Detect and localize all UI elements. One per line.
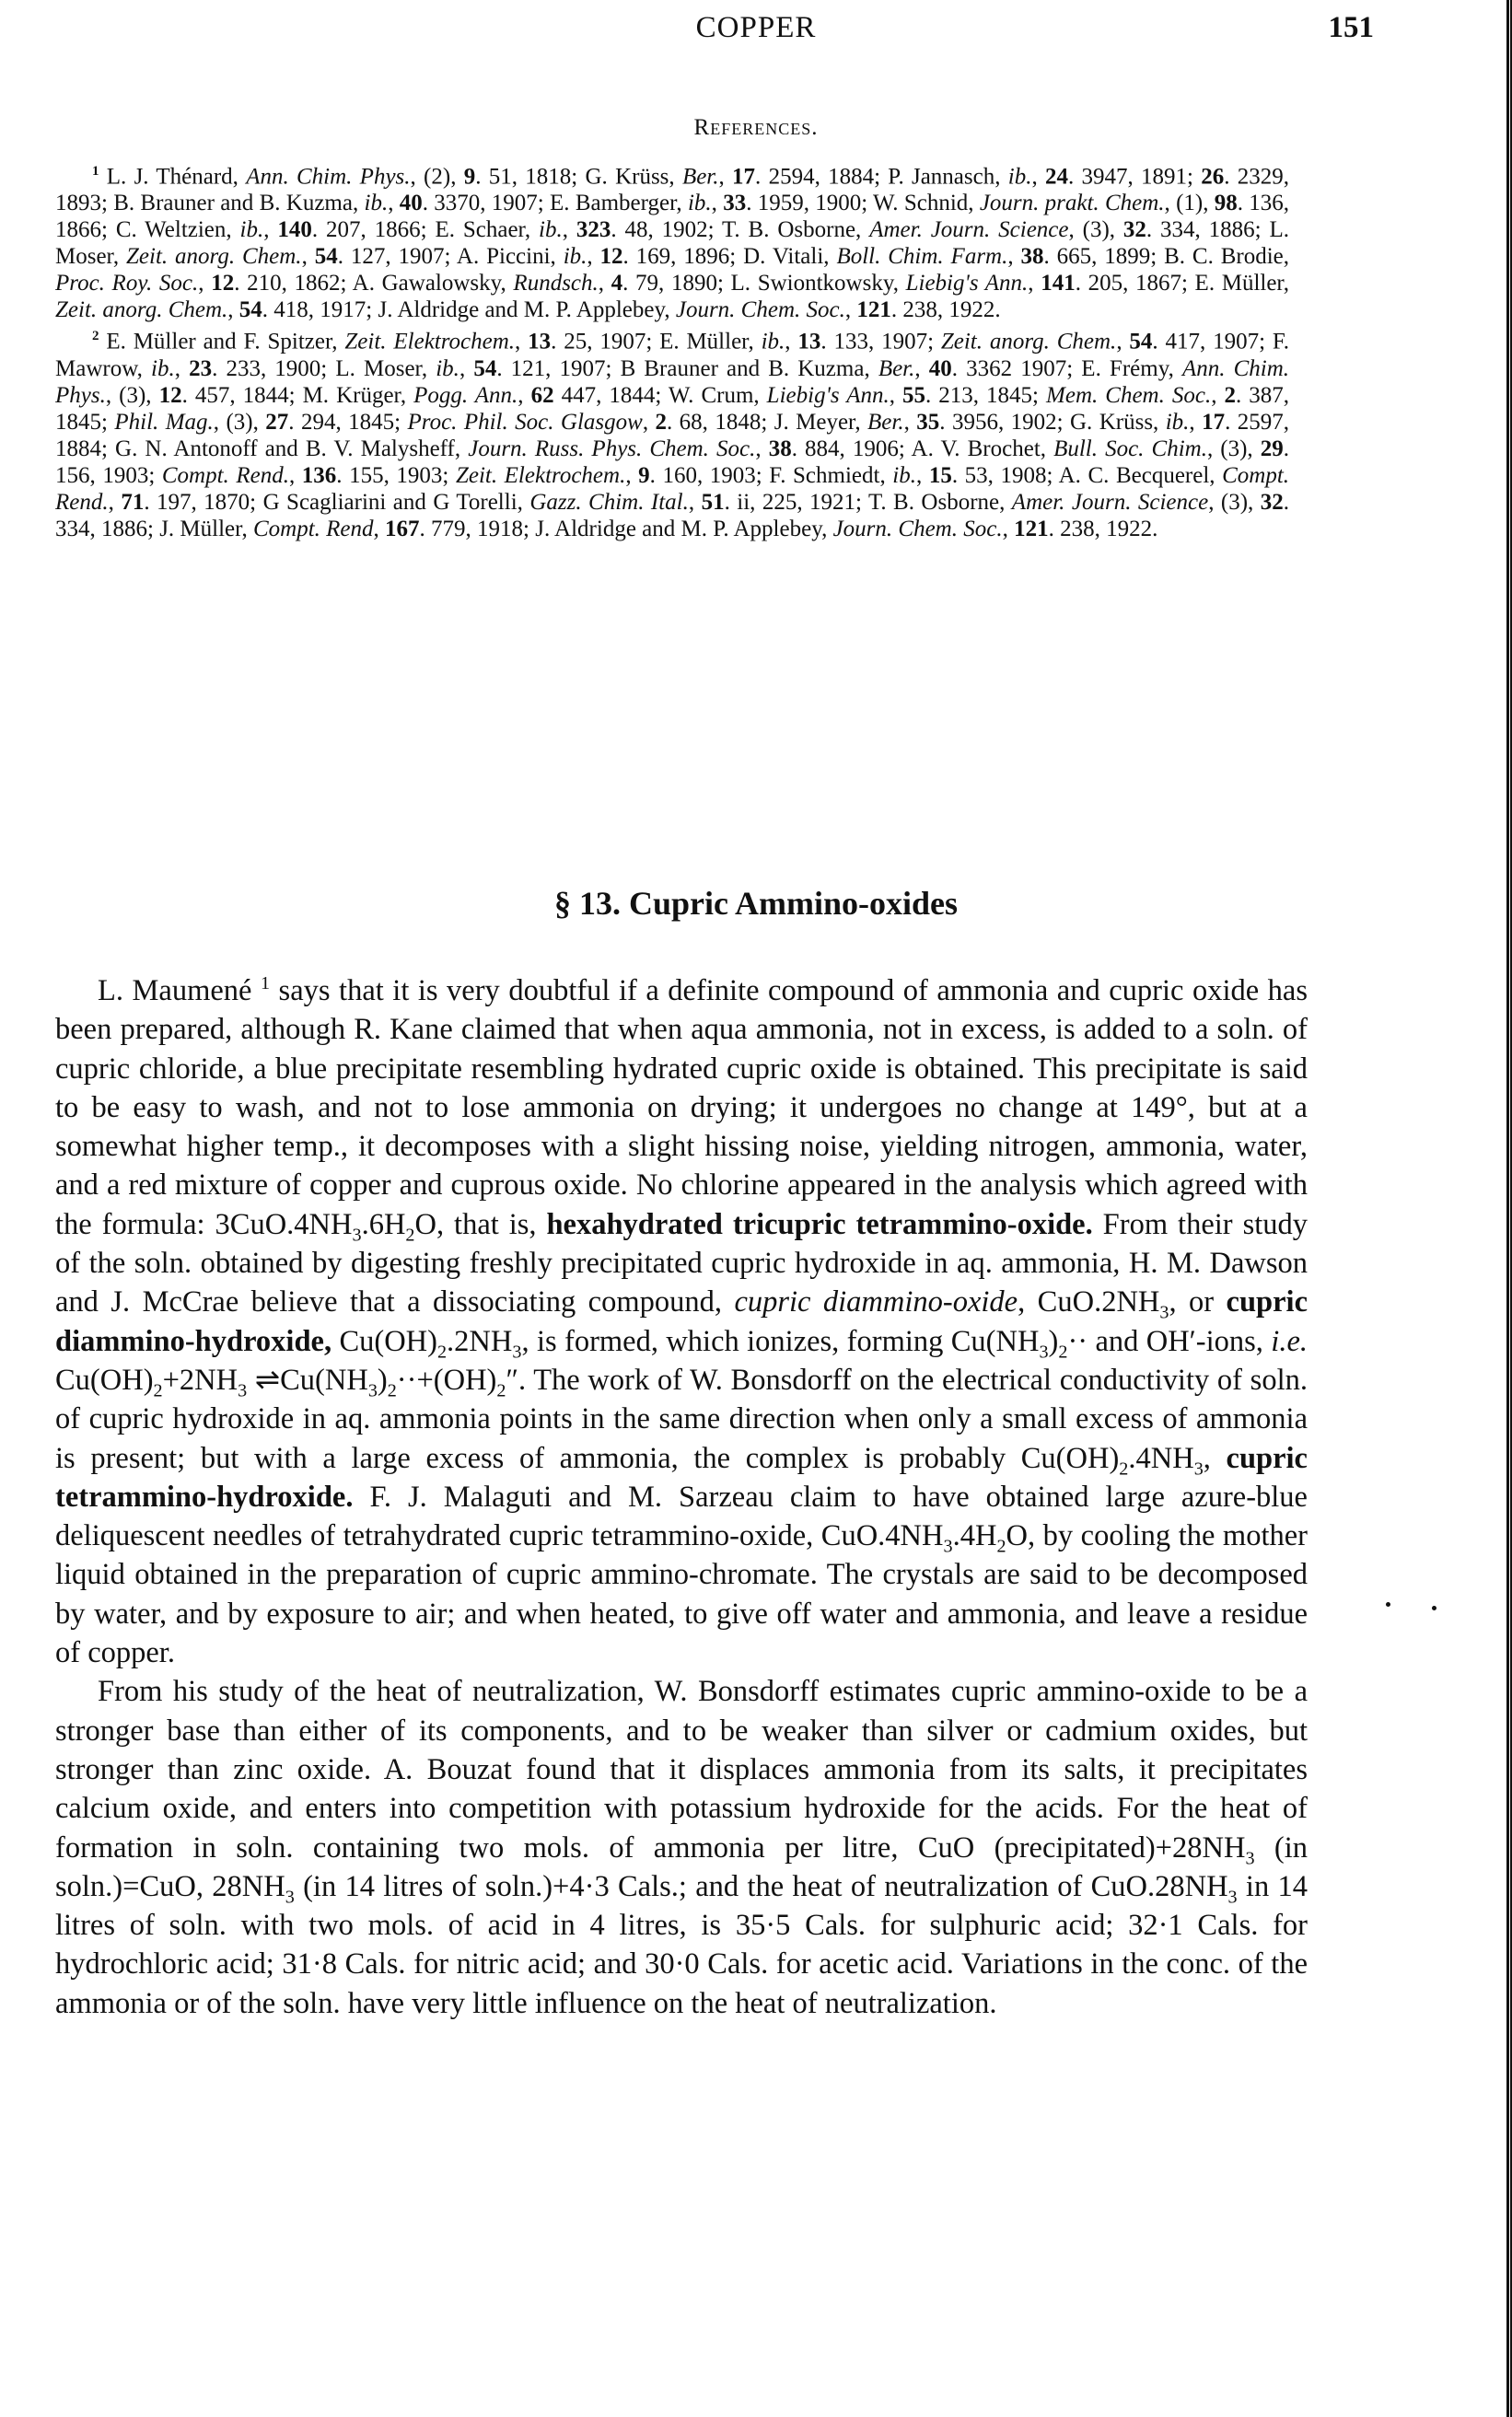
page-edge-border bbox=[1506, 0, 1512, 2417]
scan-artifact-dots bbox=[1386, 1602, 1460, 1621]
page-number: 151 bbox=[1328, 11, 1374, 44]
paragraph: L. Maumené $^1$ says that it is very doubtful if a definite compound of ammonia and cupric oxide has been prepared, although R. Kane claimed that when aqua ammonia, not in excess, is added to a soln. of cupric chloride, a blue precipitate resembling hydrated cupric oxide is obtained. This precipitate is said to be easy to wash, and not to lose ammonia on drying; it undergoes no change at 149°, but at a somewhat higher temp., it decomposes with a slight hissing noise, yielding nitrogen, ammonia, water, and a red mixture of copper and cuprous oxide. No chlorine appeared in the analysis which agreed with the formula: $3CuO.4NH_3.6H_2O$, that is, hexahydrated tricupric tetrammino-oxide. From their study of the soln. obtained by digesting freshly precipitated cupric hydroxide in aq. ammonia, H. M. Dawson and J. McCrae believe that a dissociating compound, cupric diammino-oxide, $CuO.2NH_3$, or cupric diammino-hydroxide, $Cu(OH)_2.2NH_3$, is formed, which ionizes, forming $Cu(NH_3)_2\cdot\cdot$ and OH′-ions, i.e. $Cu(OH)_2+2NH_3$ $\rightleftharpoons Cu(NH_3)_2\cdot\cdot+(OH)_2''$. The work of W. Bonsdorff on the electrical conductivity of soln. of cupric hydroxide in aq. ammonia points in the same direction when only a small excess of ammonia is present; but with a large excess of ammonia, the complex is probably $Cu(OH)_2.4NH_3$, cupric tetrammino-hydroxide. F. J. Malaguti and M. Sarzeau claim to have obtained large azure-blue deliquescent needles of tetrahydrated cupric tetrammino-oxide, $CuO.4NH_3.4H_2O$, by cooling the mother liquid obtained in the preparation of cupric ammino-chromate. The crystals are said to be decomposed by water, and by exposure to air; and when heated, to give off water and ammonia, and leave a residue of copper. bbox=[55, 973, 1308, 1670]
reference-item: $^2$ E. Müller and F. Spitzer, Zeit. Elektrochem., 13. 25, 1907; E. Müller, ib., 13. 133, 1907; Zeit. anorg. Chem., 54. 417, 1907; F. Mawrow, ib., 23. 233, 1900; L. Moser, ib., 54. 121, 1907; B Brauner and B. Kuzma, Ber., 40. 3362 1907; E. Frémy, Ann. Chim. Phys., (3), 12. 457, 1844; M. Krüger, Pogg. Ann., 62 447, 1844; W. Crum, Liebig's Ann., 55. 213, 1845; Mem. Chem. Soc., 2. 387, 1845; Phil. Mag., (3), 27. 294, 1845; Proc. Phil. Soc. Glasgow, 2. 68, 1848; J. Meyer, Ber., 35. 3956, 1902; G. Krüss, ib., 17. 2597, 1884; G. N. Antonoff and B. V. Malysheff, Journ. Russ. Phys. Chem. Soc., 38. 884, 1906; A. V. Brochet, Bull. Soc. Chim., (3), 29. 156, 1903; Compt. Rend., 136. 155, 1903; Zeit. Elektrochem., 9. 160, 1903; F. Schmiedt, ib., 15. 53, 1908; A. C. Becquerel, Compt. Rend., 71. 197, 1870; G Scagliarini and G Torelli, Gazz. Chim. Ital., 51. ii, 225, 1921; T. B. Osborne, Amer. Journ. Science, (3), 32. 334, 1886; J. Müller, Compt. Rend, 167. 779, 1918; J. Aldridge and M. P. Applebey, Journ. Chem. Soc., 121. 238, 1922. bbox=[55, 329, 1290, 541]
reference-item: $^1$ L. J. Thénard, Ann. Chim. Phys., (2), 9. 51, 1818; G. Krüss, Ber., 17. 2594, 1884; P. Jannasch, ib., 24. 3947, 1891; 26. 2329, 1893; B. Brauner and B. Kuzma, ib., 40. 3370, 1907; E. Bamberger, ib., 33. 1959, 1900; W. Schnid, Journ. prakt. Chem., (1), 98. 136, 1866; C. Weltzien, ib., 140. 207, 1866; E. Schaer, ib., 323. 48, 1902; T. B. Osborne, Amer. Journ. Science, (3), 32. 334, 1886; L. Moser, Zeit. anorg. Chem., 54. 127, 1907; A. Piccini, ib., 12. 169, 1896; D. Vitali, Boll. Chim. Farm., 38. 665, 1899; B. C. Brodie, Proc. Roy. Soc., 12. 210, 1862; A. Gawalowsky, Rundsch., 4. 79, 1890; L. Swiontkowsky, Liebig's Ann., 141. 205, 1867; E. Müller, Zeit. anorg. Chem., 54. 418, 1917; J. Aldridge and M. P. Applebey, Journ. Chem. Soc., 121. 238, 1922. bbox=[55, 164, 1290, 323]
references-list bbox=[55, 158, 1289, 542]
section-title: § 13. Cupric Ammino-oxides bbox=[553, 885, 958, 922]
page-header bbox=[0, 11, 1512, 66]
paragraph: From his study of the heat of neutralization, W. Bonsdorff estimates cupric ammino-oxide to be a stronger base than either of its components, and to be weaker than silver or cadmium oxides, but stronger than zinc oxide. A. Bouzat found that it displaces ammonia from its salts, it precipitates calcium oxide, and enters into competition with potassium hydroxide for the acids. For the heat of formation in soln. containing two mols. of ammonia per litre, CuO $(precipitated)+28NH_3$ (in soln.)=CuO, $28NH_3$ (in 14 litres of soln.)+4·3 Cals.; and the heat of neutralization of $CuO.28NH_3$ in 14 litres of soln. with two mols. of acid in 4 litres, is 35·5 Cals. for sulphuric acid; 32·1 Cals. for hydrochloric acid; 31·8 Cals. for nitric acid; and 30·0 Cals. for acetic acid. Variations in the conc. of the ammonia or of the soln. have very little influence on the heat of neutralization. bbox=[55, 1675, 1308, 2020]
running-head: COPPER bbox=[695, 11, 817, 44]
references-heading: References. bbox=[693, 115, 819, 140]
body-text bbox=[55, 971, 1308, 2023]
